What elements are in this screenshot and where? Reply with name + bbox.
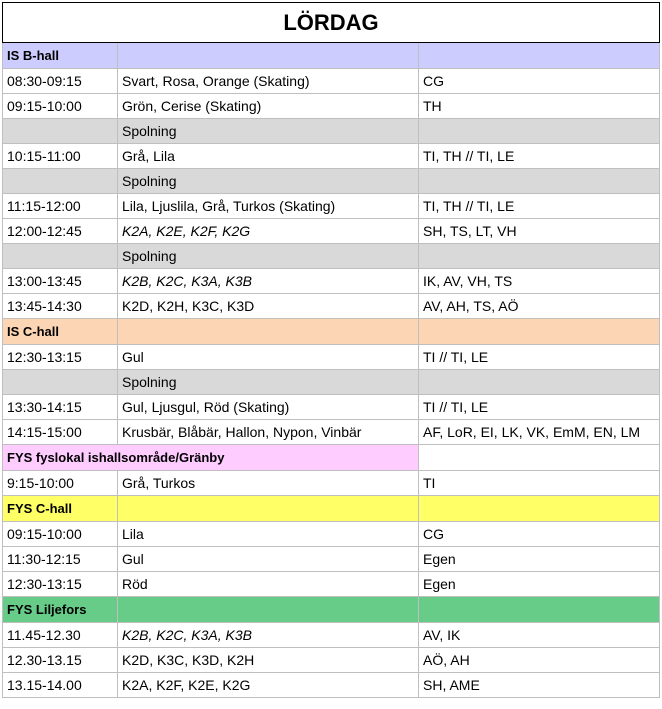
groups-cell[interactable]: Gul [118, 547, 419, 572]
session-row [3, 420, 660, 445]
section-empty-cell[interactable] [419, 43, 660, 69]
groups-cell[interactable]: Krusbär, Blåbär, Hallon, Nypon, Vinbär [118, 420, 419, 445]
groups-cell[interactable]: Gul, Ljusgul, Röd (Skating) [118, 395, 419, 420]
leaders-cell[interactable]: Egen [419, 572, 660, 597]
leaders-cell[interactable]: TH [419, 94, 660, 119]
leaders-cell[interactable]: AÖ, AH [419, 648, 660, 673]
break-time-cell[interactable] [3, 244, 118, 269]
leaders-cell[interactable]: TI // TI, LE [419, 345, 660, 370]
time-cell[interactable]: 10:15-11:00 [3, 144, 118, 169]
section-empty-cell[interactable] [419, 496, 660, 522]
time-cell[interactable]: 13.15-14.00 [3, 673, 118, 698]
session-row [3, 269, 660, 294]
groups-cell[interactable]: K2B, K2C, K3A, K3B [118, 269, 419, 294]
session-row [3, 547, 660, 572]
leaders-cell[interactable]: AV, AH, TS, AÖ [419, 294, 660, 319]
break-time-cell[interactable] [3, 169, 118, 194]
session-row [3, 345, 660, 370]
section-header-row [3, 496, 660, 522]
time-cell[interactable]: 12.30-13.15 [3, 648, 118, 673]
break-row [3, 119, 660, 144]
section-name[interactable]: FYS C-hall [3, 496, 118, 522]
time-cell[interactable]: 09:15-10:00 [3, 522, 118, 547]
session-row [3, 471, 660, 496]
session-row [3, 522, 660, 547]
leaders-cell[interactable]: CG [419, 69, 660, 94]
groups-cell[interactable]: K2D, K3C, K3D, K2H [118, 648, 419, 673]
leaders-cell[interactable]: TI, TH // TI, LE [419, 144, 660, 169]
session-row [3, 219, 660, 244]
groups-cell[interactable]: Grå, Lila [118, 144, 419, 169]
session-row [3, 69, 660, 94]
section-empty-cell[interactable] [118, 319, 419, 345]
groups-cell[interactable]: Röd [118, 572, 419, 597]
break-row [3, 370, 660, 395]
time-cell[interactable]: 12:30-13:15 [3, 572, 118, 597]
time-cell[interactable]: 12:00-12:45 [3, 219, 118, 244]
leaders-cell[interactable]: CG [419, 522, 660, 547]
leaders-cell[interactable]: TI [419, 471, 660, 496]
groups-cell[interactable]: K2B, K2C, K3A, K3B [118, 623, 419, 648]
time-cell[interactable]: 09:15-10:00 [3, 94, 118, 119]
session-row [3, 623, 660, 648]
time-cell[interactable]: 11:30-12:15 [3, 547, 118, 572]
groups-cell[interactable]: K2D, K2H, K3C, K3D [118, 294, 419, 319]
leaders-cell[interactable]: AF, LoR, EI, LK, VK, EmM, EN, LM [419, 420, 660, 445]
groups-cell[interactable]: Lila, Ljuslila, Grå, Turkos (Skating) [118, 194, 419, 219]
session-row [3, 294, 660, 319]
groups-cell[interactable]: Grön, Cerise (Skating) [118, 94, 419, 119]
section-empty-cell[interactable] [118, 597, 419, 623]
groups-cell[interactable]: Gul [118, 345, 419, 370]
section-name[interactable]: IS B-hall [3, 43, 118, 69]
time-cell[interactable]: 13:45-14:30 [3, 294, 118, 319]
break-leader-cell[interactable] [419, 370, 660, 395]
section-header-row [3, 319, 660, 345]
leaders-cell[interactable]: SH, AME [419, 673, 660, 698]
session-row [3, 673, 660, 698]
time-cell[interactable]: 13:00-13:45 [3, 269, 118, 294]
session-row [3, 572, 660, 597]
break-label[interactable]: Spolning [118, 169, 419, 194]
groups-cell[interactable]: Grå, Turkos [118, 471, 419, 496]
time-cell[interactable]: 13:30-14:15 [3, 395, 118, 420]
schedule-body [3, 3, 660, 698]
session-row [3, 194, 660, 219]
break-time-cell[interactable] [3, 119, 118, 144]
section-empty-cell[interactable] [419, 445, 660, 471]
break-label[interactable]: Spolning [118, 119, 419, 144]
section-header-row [3, 43, 660, 69]
time-cell[interactable]: 08:30-09:15 [3, 69, 118, 94]
section-empty-cell[interactable] [118, 496, 419, 522]
day-title[interactable]: LÖRDAG [3, 3, 660, 43]
break-label[interactable]: Spolning [118, 370, 419, 395]
session-row [3, 94, 660, 119]
time-cell[interactable]: 9:15-10:00 [3, 471, 118, 496]
groups-cell[interactable]: K2A, K2F, K2E, K2G [118, 673, 419, 698]
leaders-cell[interactable]: SH, TS, LT, VH [419, 219, 660, 244]
leaders-cell[interactable]: AV, IK [419, 623, 660, 648]
session-row [3, 395, 660, 420]
section-name[interactable]: FYS fyslokal ishallsområde/Gränby [3, 445, 419, 471]
title-row [3, 3, 660, 43]
break-leader-cell[interactable] [419, 119, 660, 144]
schedule-table [2, 2, 660, 698]
leaders-cell[interactable]: Egen [419, 547, 660, 572]
time-cell[interactable]: 12:30-13:15 [3, 345, 118, 370]
section-name[interactable]: IS C-hall [3, 319, 118, 345]
section-name[interactable]: FYS Liljefors [3, 597, 118, 623]
section-empty-cell[interactable] [118, 43, 419, 69]
leaders-cell[interactable]: TI, TH // TI, LE [419, 194, 660, 219]
leaders-cell[interactable]: TI // TI, LE [419, 395, 660, 420]
groups-cell[interactable]: Svart, Rosa, Orange (Skating) [118, 69, 419, 94]
break-leader-cell[interactable] [419, 244, 660, 269]
break-leader-cell[interactable] [419, 169, 660, 194]
time-cell[interactable]: 11.45-12.30 [3, 623, 118, 648]
section-header-row [3, 597, 660, 623]
break-row [3, 244, 660, 269]
time-cell[interactable]: 14:15-15:00 [3, 420, 118, 445]
time-cell[interactable]: 11:15-12:00 [3, 194, 118, 219]
section-header-row [3, 445, 660, 471]
break-row [3, 169, 660, 194]
section-empty-cell[interactable] [419, 319, 660, 345]
session-row [3, 144, 660, 169]
groups-cell[interactable]: Lila [118, 522, 419, 547]
section-empty-cell[interactable] [419, 597, 660, 623]
break-label[interactable]: Spolning [118, 244, 419, 269]
leaders-cell[interactable]: IK, AV, VH, TS [419, 269, 660, 294]
session-row [3, 648, 660, 673]
break-time-cell[interactable] [3, 370, 118, 395]
groups-cell[interactable]: K2A, K2E, K2F, K2G [118, 219, 419, 244]
